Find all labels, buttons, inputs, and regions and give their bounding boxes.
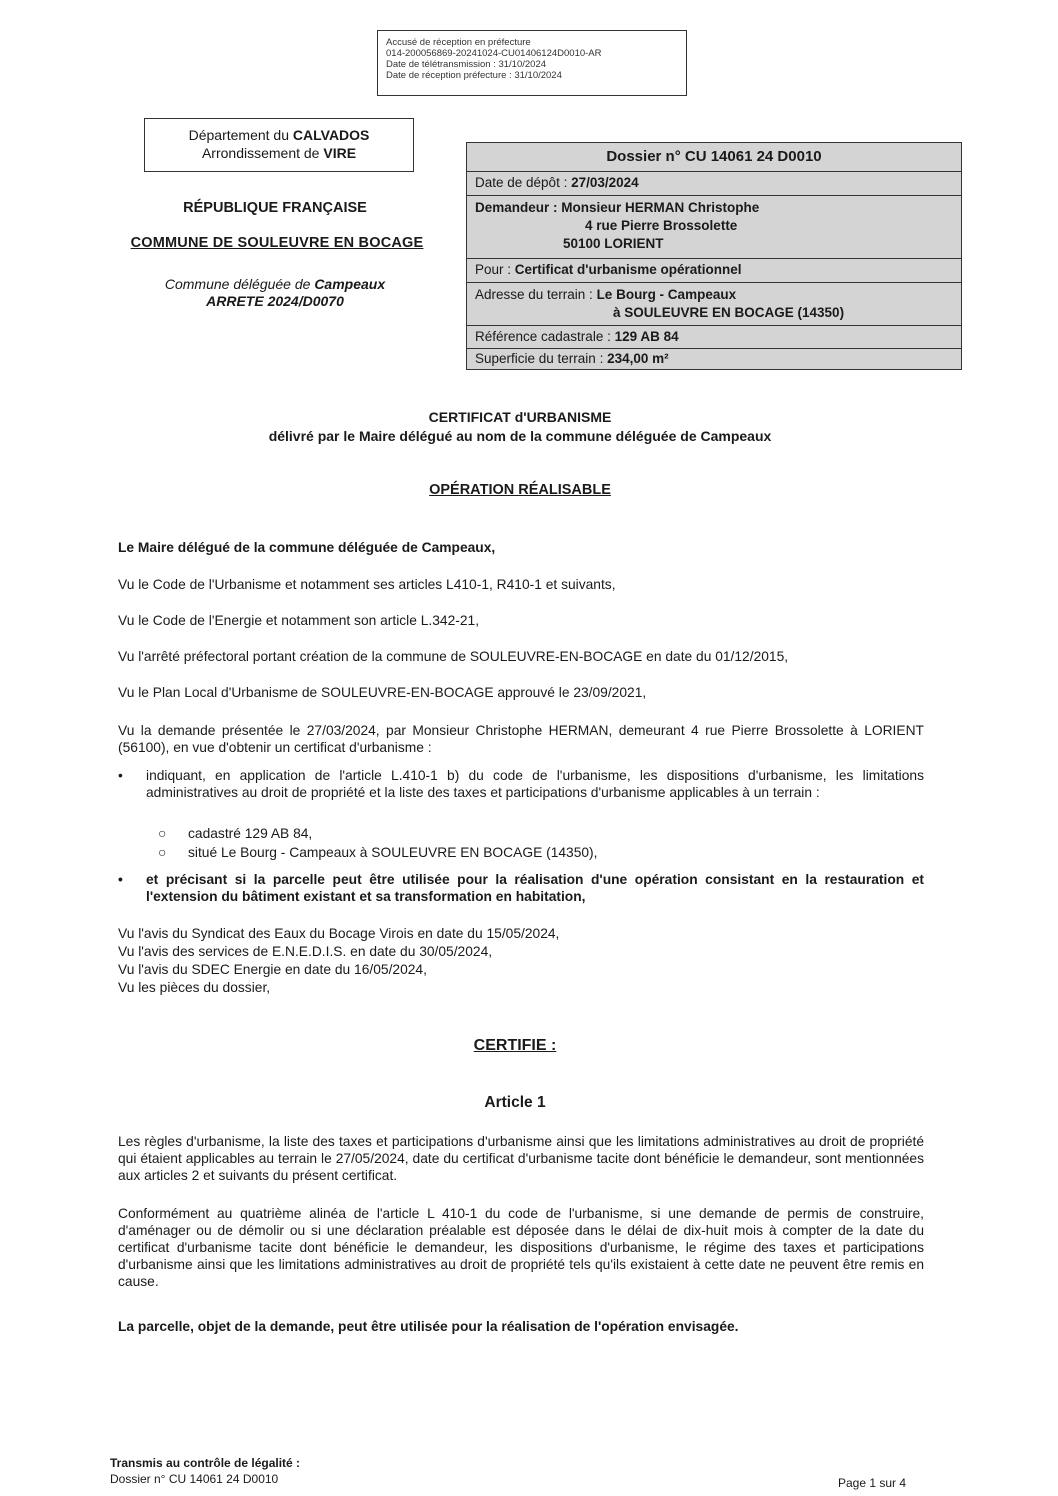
sub-item-text: situé Le Bourg - Campeaux à SOULEUVRE EN BOCAGE (14350), (188, 845, 598, 860)
depot-label: Date de dépôt : (475, 175, 572, 190)
certificate-subtitle: délivré par le Maire délégué au nom de la commune déléguée de Campeaux (268, 428, 772, 444)
bullet-item (118, 767, 924, 801)
superficie-value: 234,00 m² (607, 351, 669, 366)
article-conclusion: La parcelle, objet de la demande, peut être utilisée pour la réalisation de l'opération envisagée. (118, 1319, 739, 1334)
sub-item-text: cadastré 129 AB 84, (188, 826, 313, 841)
demandeur-label: Demandeur : (475, 200, 562, 215)
arrondissement-prefix: Arrondissement de (201, 145, 324, 161)
department-name: CALVADOS (292, 127, 370, 143)
depot-row (467, 171, 961, 195)
arrete-number: ARRETE 2024/D0070 (206, 293, 344, 309)
certifie-heading: CERTIFIE : (473, 1037, 557, 1054)
demandeur-name: Monsieur HERMAN Christophe (561, 200, 760, 215)
arrondissement-line (145, 144, 413, 162)
footer-dossier: Dossier n° CU 14061 24 D0010 (110, 1472, 279, 1486)
sub-item (158, 825, 888, 842)
maire-line: Le Maire délégué de la commune déléguée de Campeaux, (118, 540, 496, 555)
article-paragraph: Conformément au quatrième alinéa de l'article L 410-1 du code de l'urbanisme, si une demande de permis de construire, d'aménager ou de démolir ou si une déclaration préalable est déposée dans le délai de dix-huit mois à compter de la date du certificat d'urbanisme tacite dont bénéficie le demandeur, les dispositions d'urbanisme, le régime des taxes et participations d'urbanisme ainsi que les limitations administratives au droit de propriété tels qu'ils existaient à cette date ne peuvent être remis en cause. (118, 1206, 924, 1289)
receipt-stamp (377, 30, 687, 96)
footer-transmission (110, 1455, 300, 1487)
receipt-line: 014-200056869-20241024-CU01406124D0010-AR (386, 48, 602, 59)
circle-bullet-icon: ○ (158, 845, 167, 860)
article-heading: Article 1 (484, 1094, 546, 1111)
vu-plu: Vu le Plan Local d'Urbanisme de SOULEUVRE-EN-BOCAGE approuvé le 23/09/2021, (118, 685, 647, 700)
deleguee-block (130, 276, 420, 310)
adresse-label: Adresse du terrain : (475, 287, 597, 302)
deleguee-name: Campeaux (314, 276, 386, 292)
avis-line: Vu l'avis du SDEC Energie en date du 16/05/2024, (118, 962, 427, 977)
deleguee-prefix: Commune déléguée de (164, 276, 315, 292)
certificate-title-line: CERTIFICAT d'URBANISME (428, 409, 612, 425)
adresse-row (467, 282, 961, 325)
page-number: Page 1 sur 4 (838, 1476, 907, 1490)
demandeur-row (467, 195, 961, 258)
sub-item (158, 844, 888, 861)
pour-label: Pour : (475, 262, 515, 277)
avis-line: Vu les pièces du dossier, (118, 980, 271, 995)
bullet-item (118, 871, 924, 905)
receipt-line: Date de télétransmission : 31/10/2024 (386, 59, 547, 70)
receipt-line: Accusé de réception en préfecture (386, 37, 531, 48)
superficie-label: Superficie du terrain : (475, 351, 608, 366)
republic-heading: RÉPUBLIQUE FRANÇAISE (183, 200, 367, 216)
cadastre-row (467, 325, 961, 348)
vu-code-energie: Vu le Code de l'Energie et notamment son article L.342-21, (118, 613, 480, 628)
article-paragraph: Les règles d'urbanisme, la liste des taxes et participations d'urbanisme ainsi que les limitations administratives au droit de propriété qui étaient applicables au terrain le 27/05/2024, date du certificat d'urbanisme tacite dont bénéficie le demandeur, sont mentionnées aux articles 2 et suivants du présent certificat. (118, 1134, 924, 1183)
depot-value: 27/03/2024 (571, 175, 639, 190)
bullet-text: et précisant si la parcelle peut être utilisée pour la réalisation d'une opération consistant en la restauration et l'extension du bâtiment existant et sa transformation en habitation, (146, 872, 924, 904)
vu-code-urbanisme: Vu le Code de l'Urbanisme et notamment ses articles L410-1, R410-1 et suivants, (118, 577, 616, 592)
arrondissement-name: VIRE (323, 145, 357, 161)
cadastre-label: Référence cadastrale : (475, 329, 615, 344)
adresse-line1: Le Bourg - Campeaux (596, 287, 737, 302)
circle-bullet-icon: ○ (158, 826, 167, 841)
demandeur-address: 4 rue Pierre Brossolette (585, 218, 738, 233)
pour-row (467, 258, 961, 282)
commune-heading: COMMUNE DE SOULEUVRE EN BOCAGE (130, 235, 424, 251)
vu-demande: Vu la demande présentée le 27/03/2024, par Monsieur Christophe HERMAN, demeurant 4 rue Pierre Brossolette à LORIENT (56100), en vue d'obtenir un certificat d'urbanisme : (118, 723, 924, 755)
department-box (144, 118, 414, 172)
bullet-icon: • (118, 768, 123, 783)
pour-value: Certificat d'urbanisme opérationnel (514, 262, 742, 277)
adresse-line2: à SOULEUVRE EN BOCAGE (14350) (613, 305, 845, 320)
receipt-line: Date de réception préfecture : 31/10/2024 (386, 70, 562, 81)
superficie-row (467, 348, 961, 368)
avis-line: Vu l'avis des services de E.N.E.D.I.S. en date du 30/05/2024, (118, 944, 493, 959)
deleguee-line (130, 276, 420, 293)
certificate-title (0, 408, 1058, 446)
department-prefix: Département du (188, 127, 293, 143)
department-line (145, 126, 413, 144)
bullet-text: indiquant, en application de l'article L.410-1 b) du code de l'urbanisme, les dispositions d'urbanisme, les limitations administratives au droit de propriété et la liste des taxes et participations d'urbanisme applicables à un terrain : (146, 768, 924, 800)
dossier-box (466, 142, 962, 370)
vu-arrete-prefectoral: Vu l'arrêté préfectoral portant création de la commune de SOULEUVRE-EN-BOCAGE en date du 01/12/2015, (118, 649, 789, 664)
avis-line: Vu l'avis du Syndicat des Eaux du Bocage Virois en date du 15/05/2024, (118, 926, 560, 941)
demandeur-city: 50100 LORIENT (563, 236, 664, 251)
cadastre-value: 129 AB 84 (614, 329, 679, 344)
footer-transmis: Transmis au contrôle de légalité : (110, 1456, 301, 1470)
operation-heading: OPÉRATION RÉALISABLE (429, 482, 611, 498)
bullet-icon: • (118, 872, 123, 887)
dossier-title: Dossier n° CU 14061 24 D0010 (606, 148, 822, 165)
